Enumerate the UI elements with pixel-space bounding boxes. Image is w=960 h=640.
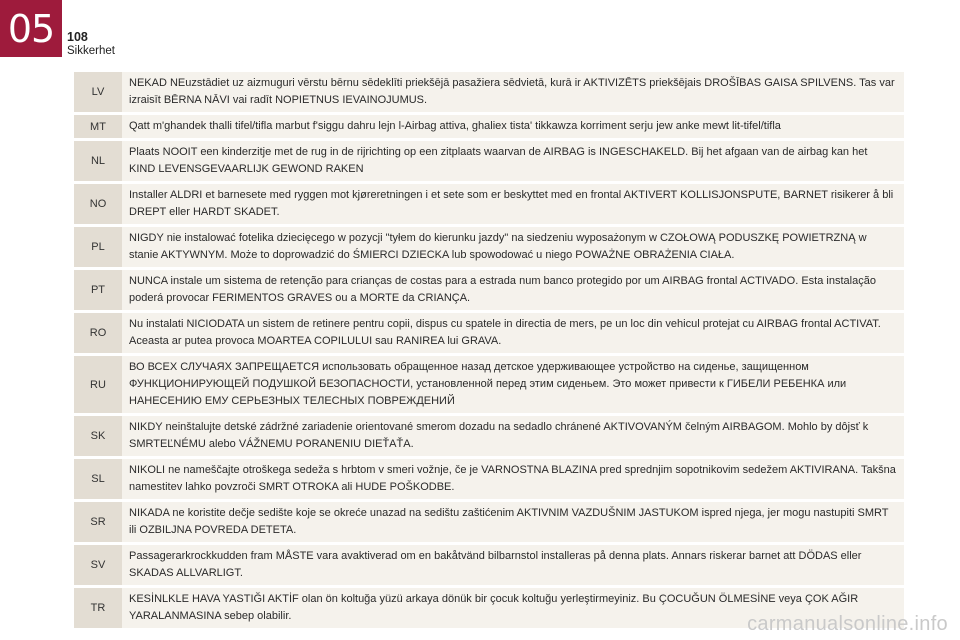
page-number: 108	[67, 30, 88, 44]
warning-text: NIKDY neinštalujte detské zádržné zariadenie orientované smerom dozadu na sedadlo chránené AKTIVOVANÝM čelným AIRBAGOM. Mohlo by dôjsť k SMRTEĽNÉMU alebo VÁŽNEMU PORANENIU DIEŤAŤA.	[122, 416, 904, 456]
table-row	[74, 184, 904, 224]
language-code: PL	[74, 227, 122, 267]
language-code: NO	[74, 184, 122, 224]
warning-text: NIKOLI ne nameščajte otroškega sedeža s hrbtom v smeri vožnje, če je VARNOSTNA BLAZINA pred sprednjim sopotnikovim sedežem AKTIVIRANA. Takšna namestitev lahko povzroči SMRT OTROKA ali HUDE POŠKODBE.	[122, 459, 904, 499]
language-code: MT	[74, 115, 122, 138]
warning-text: NUNCA instale um sistema de retenção para crianças de costas para a estrada num banco protegido por um AIRBAG frontal ACTIVADO. Esta instalação poderá provocar FERIMENTOS GRAVES ou a MORTE da CRIANÇA.	[122, 270, 904, 310]
warning-text: ВО ВСЕХ СЛУЧАЯХ ЗАПРЕЩАЕТСЯ использовать обращенное назад детское удерживающее устройство на сиденье, защищенном ФУНКЦИОНИРУЮЩЕЙ ПОДУШКОЙ БЕЗОПАСНОСТИ, установленной перед этим сиденьем. Это может привести к ГИБЕЛИ РЕБЕНКА или НАНЕСЕНИЮ ЕМУ СЕРЬЕЗНЫХ ТЕЛЕСНЫХ ПОВРЕЖДЕНИЙ	[122, 356, 904, 413]
warning-text: NIGDY nie instalować fotelika dziecięcego w pozycji "tyłem do kierunku jazdy" na siedzeniu wyposażonym w CZOŁOWĄ PODUSZKĘ POWIETRZNĄ w stanie AKTYWNYM. Może to doprowadzić do ŚMIERCI DZIECKA lub spowodować u niego POWAŻNE OBRAŻENIA CIAŁA.	[122, 227, 904, 267]
table-row	[74, 502, 904, 542]
chapter-tab: 05	[0, 0, 62, 57]
table-row	[74, 141, 904, 181]
table-row	[74, 72, 904, 112]
language-code: SK	[74, 416, 122, 456]
language-code: LV	[74, 72, 122, 112]
table-row	[74, 313, 904, 353]
language-code: SL	[74, 459, 122, 499]
table-row	[74, 416, 904, 456]
language-code: SR	[74, 502, 122, 542]
warning-text: KESİNLKLE HAVA YASTIĞI AKTİF olan ön koltuğa yüzü arkaya dönük bir çocuk koltuğu yerleştirmeyiniz. Bu ÇOCUĞUN ÖLMESİNE veya ÇOK AĞIR YARALANMASINA sebep olabilir.	[122, 588, 904, 628]
warning-text: Passagerarkrockkudden fram MÅSTE vara avaktiverad om en bakåtvänd bilbarnstol installeras på denna plats. Annars riskerar barnet att DÖDAS eller SKADAS ALLVARLIGT.	[122, 545, 904, 585]
warning-text: Nu instalati NICIODATA un sistem de retinere pentru copii, dispus cu spatele in directia de mers, pe un loc din vehicul protejat cu AIRBAG frontal ACTIVAT. Aceasta ar putea provoca MOARTEA COPILULUI sau RANIREA lui GRAVA.	[122, 313, 904, 353]
language-code: RO	[74, 313, 122, 353]
language-code: TR	[74, 588, 122, 628]
warning-text: Qatt m'ghandek thalli tifel/tifla marbut f'siggu dahru lejn l-Airbag attiva, ghaliex tista' tikkawza korriment serju jew anke mewt lit-tifel/tifla	[122, 115, 904, 138]
warning-text: NIKADA ne koristite dečje sedište koje se okreće unazad na sedištu zaštićenim AKTIVNIM VAZDUŠNIM JASTUKOM ispred njega, jer mogu nastupiti SMRT ili OZBILJNA POVREDA DETETA.	[122, 502, 904, 542]
table-row	[74, 545, 904, 585]
table-row	[74, 356, 904, 413]
table-row	[74, 459, 904, 499]
table-row	[74, 115, 904, 138]
airbag-warning-table	[74, 69, 904, 631]
warning-text: Installer ALDRI et barnesete med ryggen mot kjøreretningen i et sete som er beskyttet med en frontal AKTIVERT KOLLISJONSPUTE, BARNET risikerer å bli DREPT eller HARDT SKADET.	[122, 184, 904, 224]
section-title: Sikkerhet	[67, 45, 115, 57]
language-code: PT	[74, 270, 122, 310]
language-code: NL	[74, 141, 122, 181]
watermark-logo: carmanualsonline.info	[747, 613, 948, 635]
warning-text: Plaats NOOIT een kinderzitje met de rug in de rijrichting op een zitplaats waarvan de AIRBAG is INGESCHAKELD. Bij het afgaan van de airbag kan het KIND LEVENSGEVAARLIJK GEWOND RAKEN	[122, 141, 904, 181]
table-row	[74, 270, 904, 310]
warning-text: NEKAD NEuzstādiet uz aizmuguri vērstu bērnu sēdeklīti priekšējā pasažiera sēdvietā, kurā ir AKTIVIZĒTS priekšējais DROŠĪBAS GAISA SPILVENS. Tas var izraisīt BĒRNA NĀVI vai radīt NOPIETNUS IEVAINOJUMUS.	[122, 72, 904, 112]
language-code: SV	[74, 545, 122, 585]
table-row	[74, 227, 904, 267]
language-code: RU	[74, 356, 122, 413]
